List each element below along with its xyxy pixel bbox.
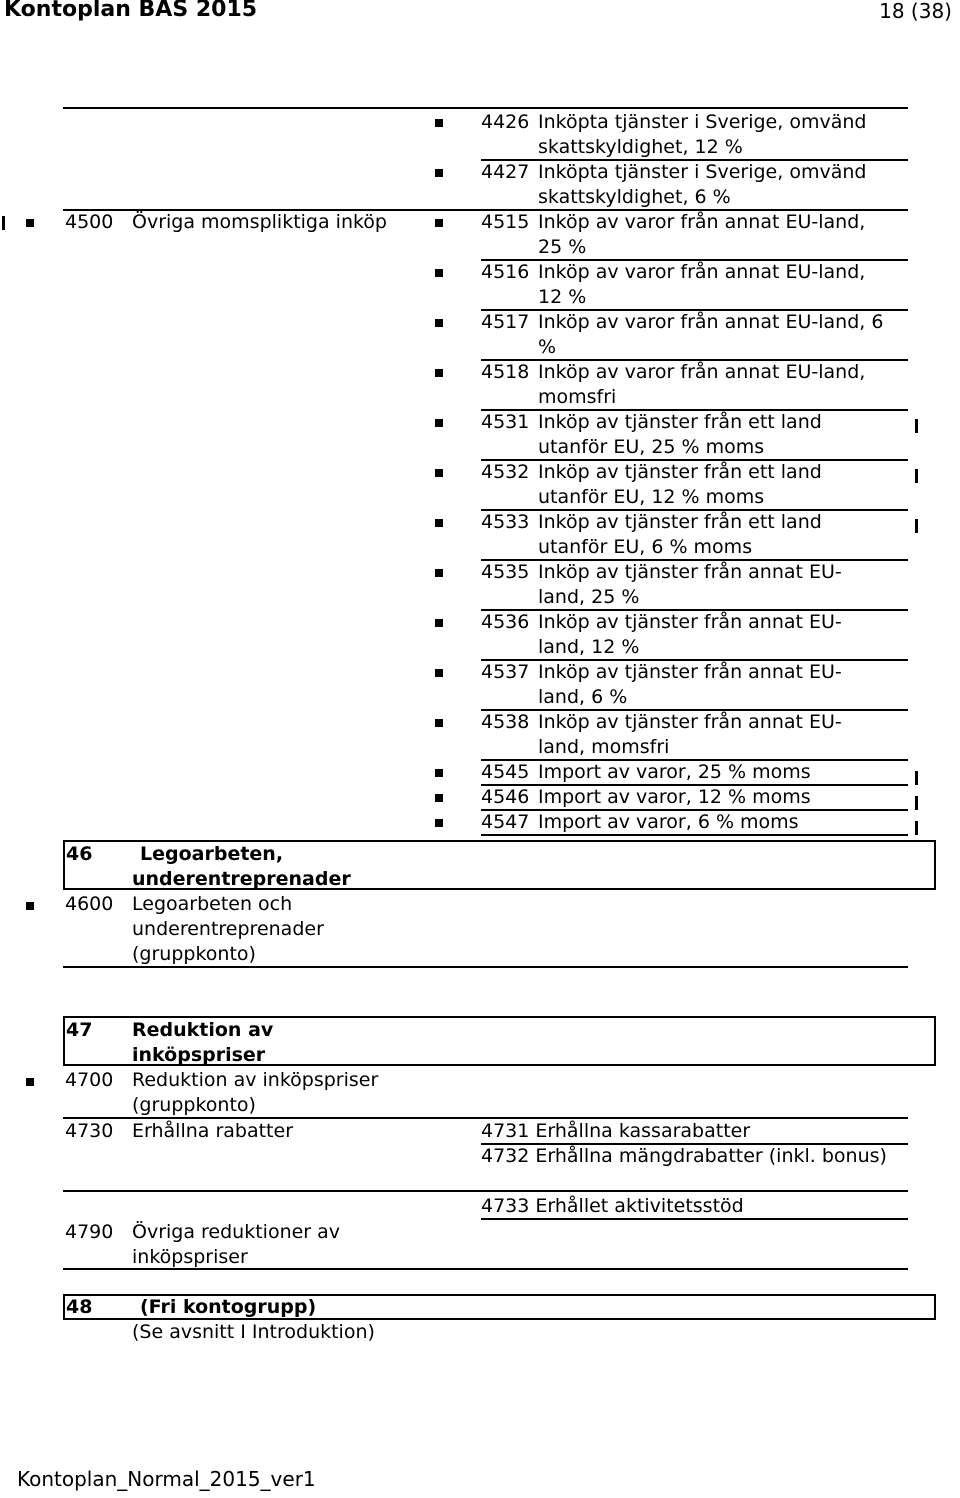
bullet-icon (435, 419, 443, 427)
sub-account-code: 4518 (481, 361, 530, 383)
sub-account-name: Inköp av tjänster från annat EU- (538, 661, 842, 683)
sub-account-name: Inköp av varor från annat EU-land, (538, 261, 866, 283)
sub-account-name-cont: skattskyldighet, 6 % (538, 186, 731, 208)
bullet-icon (26, 219, 34, 227)
row-rule (481, 834, 908, 836)
bullet-icon (435, 569, 443, 577)
change-marker (915, 519, 918, 533)
group-47-title: Reduktion av (132, 1019, 274, 1041)
sub-account-name-cont: momsfri (538, 386, 617, 408)
sub-account-code: 4515 (481, 211, 530, 233)
sub-account-code: 4531 (481, 411, 530, 433)
change-marker (915, 771, 918, 785)
account-4732: 4732 Erhållna mängdrabatter (inkl. bonus) (481, 1145, 887, 1167)
document-footer: Kontoplan_Normal_2015_ver1 (17, 1467, 316, 1491)
sub-account-name: Inköp av varor från annat EU-land, (538, 361, 866, 383)
sub-account-code: 4547 (481, 811, 530, 833)
sub-account-code: 4545 (481, 761, 530, 783)
group-46-title: Legoarbeten, (140, 843, 284, 865)
sub-account-code: 4533 (481, 511, 530, 533)
group-46-number: 46 (66, 843, 93, 865)
account-code-4600: 4600 (65, 893, 114, 915)
sub-account-code: 4517 (481, 311, 530, 333)
sub-account-name-cont: 25 % (538, 236, 587, 258)
sub-account-name-cont: utanför EU, 12 % moms (538, 486, 765, 508)
change-marker (915, 796, 918, 810)
bullet-icon (435, 319, 443, 327)
bullet-icon (435, 119, 443, 127)
bullet-icon (435, 819, 443, 827)
sub-account-name-cont: land, 6 % (538, 686, 628, 708)
sub-account-name: Inköp av varor från annat EU-land, 6 (538, 311, 884, 333)
bullet-icon (26, 1078, 34, 1086)
bullet-icon (26, 902, 34, 910)
account-name-4600-cont: underentreprenader (132, 918, 324, 940)
sub-account-code: 4536 (481, 611, 530, 633)
sub-account-name: Inköp av varor från annat EU-land, (538, 211, 866, 233)
account-code-4700: 4700 (65, 1069, 114, 1091)
sub-account-name: Inköpta tjänster i Sverige, omvänd (538, 111, 867, 133)
group-48-note: (Se avsnitt I Introduktion) (132, 1321, 375, 1343)
change-marker (2, 216, 5, 230)
sub-account-code: 4426 (481, 111, 530, 133)
account-code-4790: 4790 (65, 1221, 114, 1243)
bullet-icon (435, 519, 443, 527)
bullet-icon (435, 219, 443, 227)
change-marker (915, 469, 918, 483)
page-number: 18 (38) (879, 0, 952, 23)
sub-account-name: Inköp av tjänster från annat EU- (538, 711, 842, 733)
row-rule (63, 1268, 908, 1270)
group-47-title-cont: inköpspriser (132, 1044, 266, 1066)
bullet-icon (435, 369, 443, 377)
table-top-rule (63, 107, 908, 109)
group-47-number: 47 (66, 1019, 93, 1041)
account-name-4500: Övriga momspliktiga inköp (132, 211, 387, 233)
sub-account-name-cont: land, 25 % (538, 586, 640, 608)
sub-account-code: 4546 (481, 786, 530, 808)
sub-account-code: 4516 (481, 261, 530, 283)
bullet-icon (435, 169, 443, 177)
account-name-4790-cont: inköpspriser (132, 1246, 248, 1268)
bullet-icon (435, 469, 443, 477)
sub-account-code: 4538 (481, 711, 530, 733)
sub-account-name: Import av varor, 12 % moms (538, 786, 811, 808)
group-46-title-cont: underentreprenader (132, 868, 351, 890)
account-name-4730: Erhållna rabatter (132, 1120, 294, 1142)
bullet-icon (435, 619, 443, 627)
sub-account-name-cont: land, 12 % (538, 636, 640, 658)
sub-account-name-cont: land, momsfri (538, 736, 670, 758)
sub-account-name-cont: % (538, 336, 557, 358)
account-name-4700: Reduktion av inköpspriser (132, 1069, 379, 1091)
group-48-title: (Fri kontogrupp) (140, 1296, 317, 1318)
sub-account-name: Inköp av tjänster från annat EU- (538, 611, 842, 633)
document-title: Kontoplan BAS 2015 (4, 0, 258, 22)
group-48-number: 48 (66, 1296, 93, 1318)
account-4731: 4731 Erhållna kassarabatter (481, 1120, 751, 1142)
account-4733: 4733 Erhållet aktivitetsstöd (481, 1195, 744, 1217)
account-name-4600-note: (gruppkonto) (132, 943, 256, 965)
row-rule (63, 1190, 908, 1192)
sub-account-name: Inköp av tjänster från ett land (538, 511, 822, 533)
sub-account-code: 4427 (481, 161, 530, 183)
sub-account-name: Inköp av tjänster från ett land (538, 411, 822, 433)
sub-account-name: Inköp av tjänster från annat EU- (538, 561, 842, 583)
account-code-4730: 4730 (65, 1120, 114, 1142)
sub-account-name-cont: skattskyldighet, 12 % (538, 136, 743, 158)
sub-account-code: 4532 (481, 461, 530, 483)
sub-account-name: Import av varor, 25 % moms (538, 761, 811, 783)
account-name-4600: Legoarbeten och (132, 893, 293, 915)
sub-account-name: Inköp av tjänster från ett land (538, 461, 822, 483)
sub-account-code: 4535 (481, 561, 530, 583)
bullet-icon (435, 669, 443, 677)
bullet-icon (435, 794, 443, 802)
account-name-4790: Övriga reduktioner av (132, 1221, 341, 1243)
sub-account-code: 4537 (481, 661, 530, 683)
sub-account-name-cont: 12 % (538, 286, 587, 308)
account-code-4500: 4500 (65, 211, 114, 233)
change-marker (915, 419, 918, 433)
bullet-icon (435, 769, 443, 777)
account-name-4700-note: (gruppkonto) (132, 1094, 256, 1116)
row-rule (481, 1218, 908, 1220)
sub-account-name: Import av varor, 6 % moms (538, 811, 799, 833)
sub-account-name: Inköpta tjänster i Sverige, omvänd (538, 161, 867, 183)
sub-account-name-cont: utanför EU, 6 % moms (538, 536, 753, 558)
sub-account-name-cont: utanför EU, 25 % moms (538, 436, 765, 458)
change-marker (915, 821, 918, 835)
bullet-icon (435, 269, 443, 277)
bullet-icon (435, 719, 443, 727)
row-rule (63, 966, 908, 968)
